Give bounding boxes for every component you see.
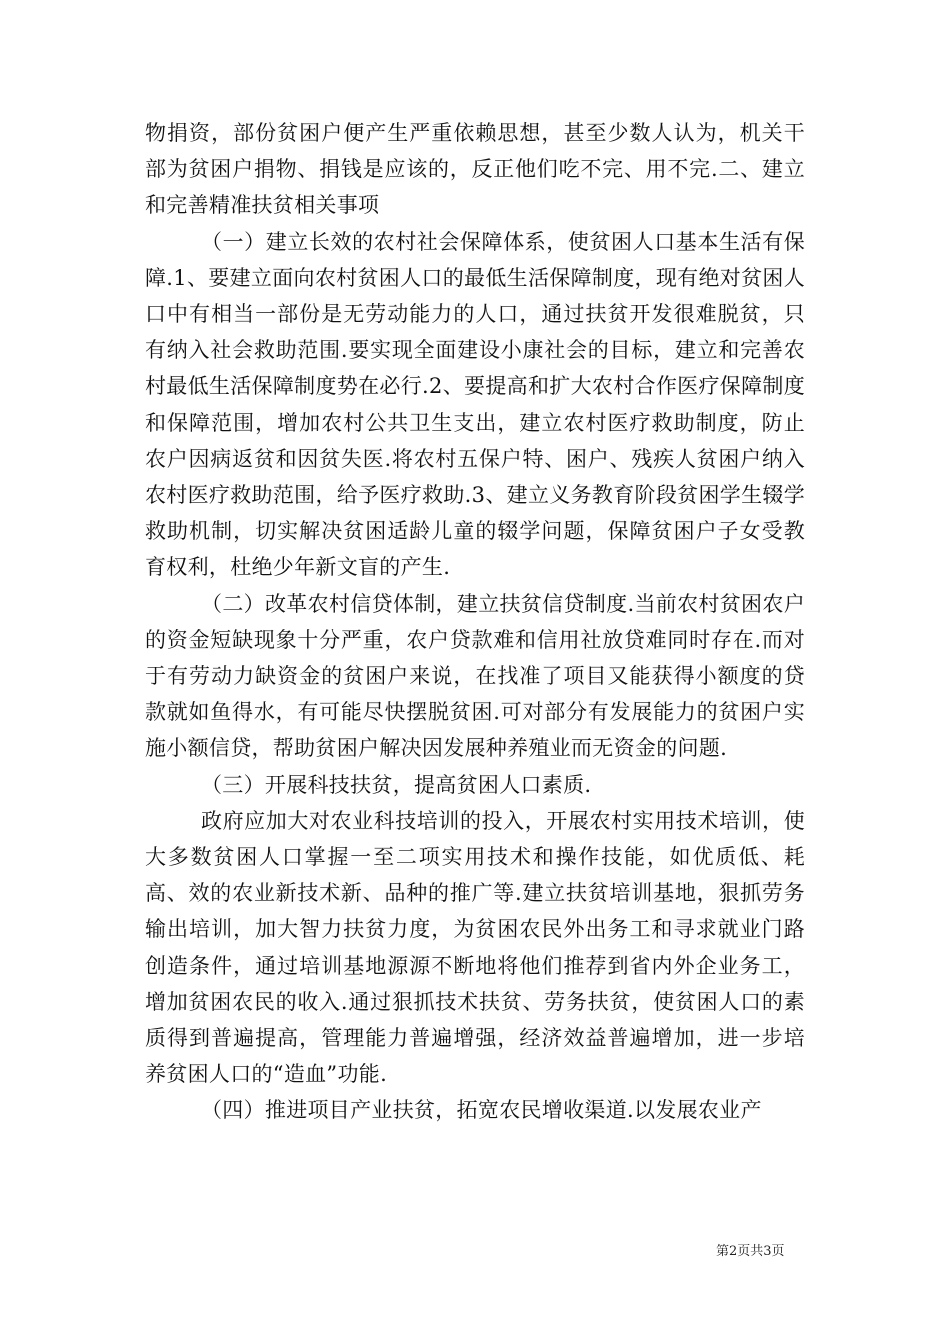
paragraph-section-3-heading: （三）开展科技扶贫，提高贫困人口素质. <box>201 772 592 797</box>
paragraph-section-2: （二）改革农村信贷体制，建立扶贫信贷制度.当前农村贫困农户的资金短缺现象十分严重，农户贷款难和信用社放贷难同时存在.而对于有劳动力缺资金的贫困户来说，在找准了项目又能获得小额度的贷款就如鱼得水，有可能尽快摆脱贫困.可对部分有发展能力的贫困户实施小额信贷，帮助贫困户解决因发展种养殖业而无资金的问题. <box>145 591 805 761</box>
paragraph-section-4: （四）推进项目产业扶贫，拓宽农民增收渠道.以发展农业产 <box>201 1098 762 1123</box>
paragraph-continuation: 物捐资，部份贫困户便产生严重依赖思想，甚至少数人认为，机关干部为贫困户捐物、捐钱是应该的，反正他们吃不完、用不完.二、建立和完善精准扶贫相关事项 <box>145 121 805 218</box>
page-number-footer: 第2页共3页 <box>716 1244 785 1259</box>
document-body <box>145 115 805 1129</box>
paragraph-section-1: （一）建立长效的农村社会保障体系，使贫困人口基本生活有保障.1、要建立面向农村贫困人口的最低生活保障制度，现有绝对贫困人口中有相当一部份是无劳动能力的人口，通过扶贫开发很难脱贫，只有纳入社会救助范围.要实现全面建设小康社会的目标，建立和完善农村最低生活保障制度势在必行.2、要提高和扩大农村合作医疗保障制度和保障范围，增加农村公共卫生支出，建立农村医疗救助制度，防止农户因病返贫和因贫失医.将农村五保户特、困户、残疾人贫困户纳入农村医疗救助范围，给予医疗救助.3、建立义务教育阶段贫困学生辍学救助机制，切实解决贫困适龄儿童的辍学问题，保障贫困户子女受教育权利，杜绝少年新文盲的产生. <box>145 229 805 580</box>
paragraph-section-3-body: 政府应加大对农业科技培训的投入，开展农村实用技术培训，使大多数贫困人口掌握一至二项实用技术和操作技能，如优质低、耗高、效的农业新技术新、品种的推广等.建立扶贫培训基地，狠抓劳务输出培训，加大智力扶贫力度，为贫困农民外出务工和寻求就业门路创造条件，通过培训基地源源不断地将他们推荐到省内外企业务工，增加贫困农民的收入.通过狠抓技术扶贫、劳务扶贫，使贫困人口的素质得到普遍提高，管理能力普遍增强，经济效益普遍增加，进一步培养贫困人口的“造血”功能. <box>145 808 805 1087</box>
